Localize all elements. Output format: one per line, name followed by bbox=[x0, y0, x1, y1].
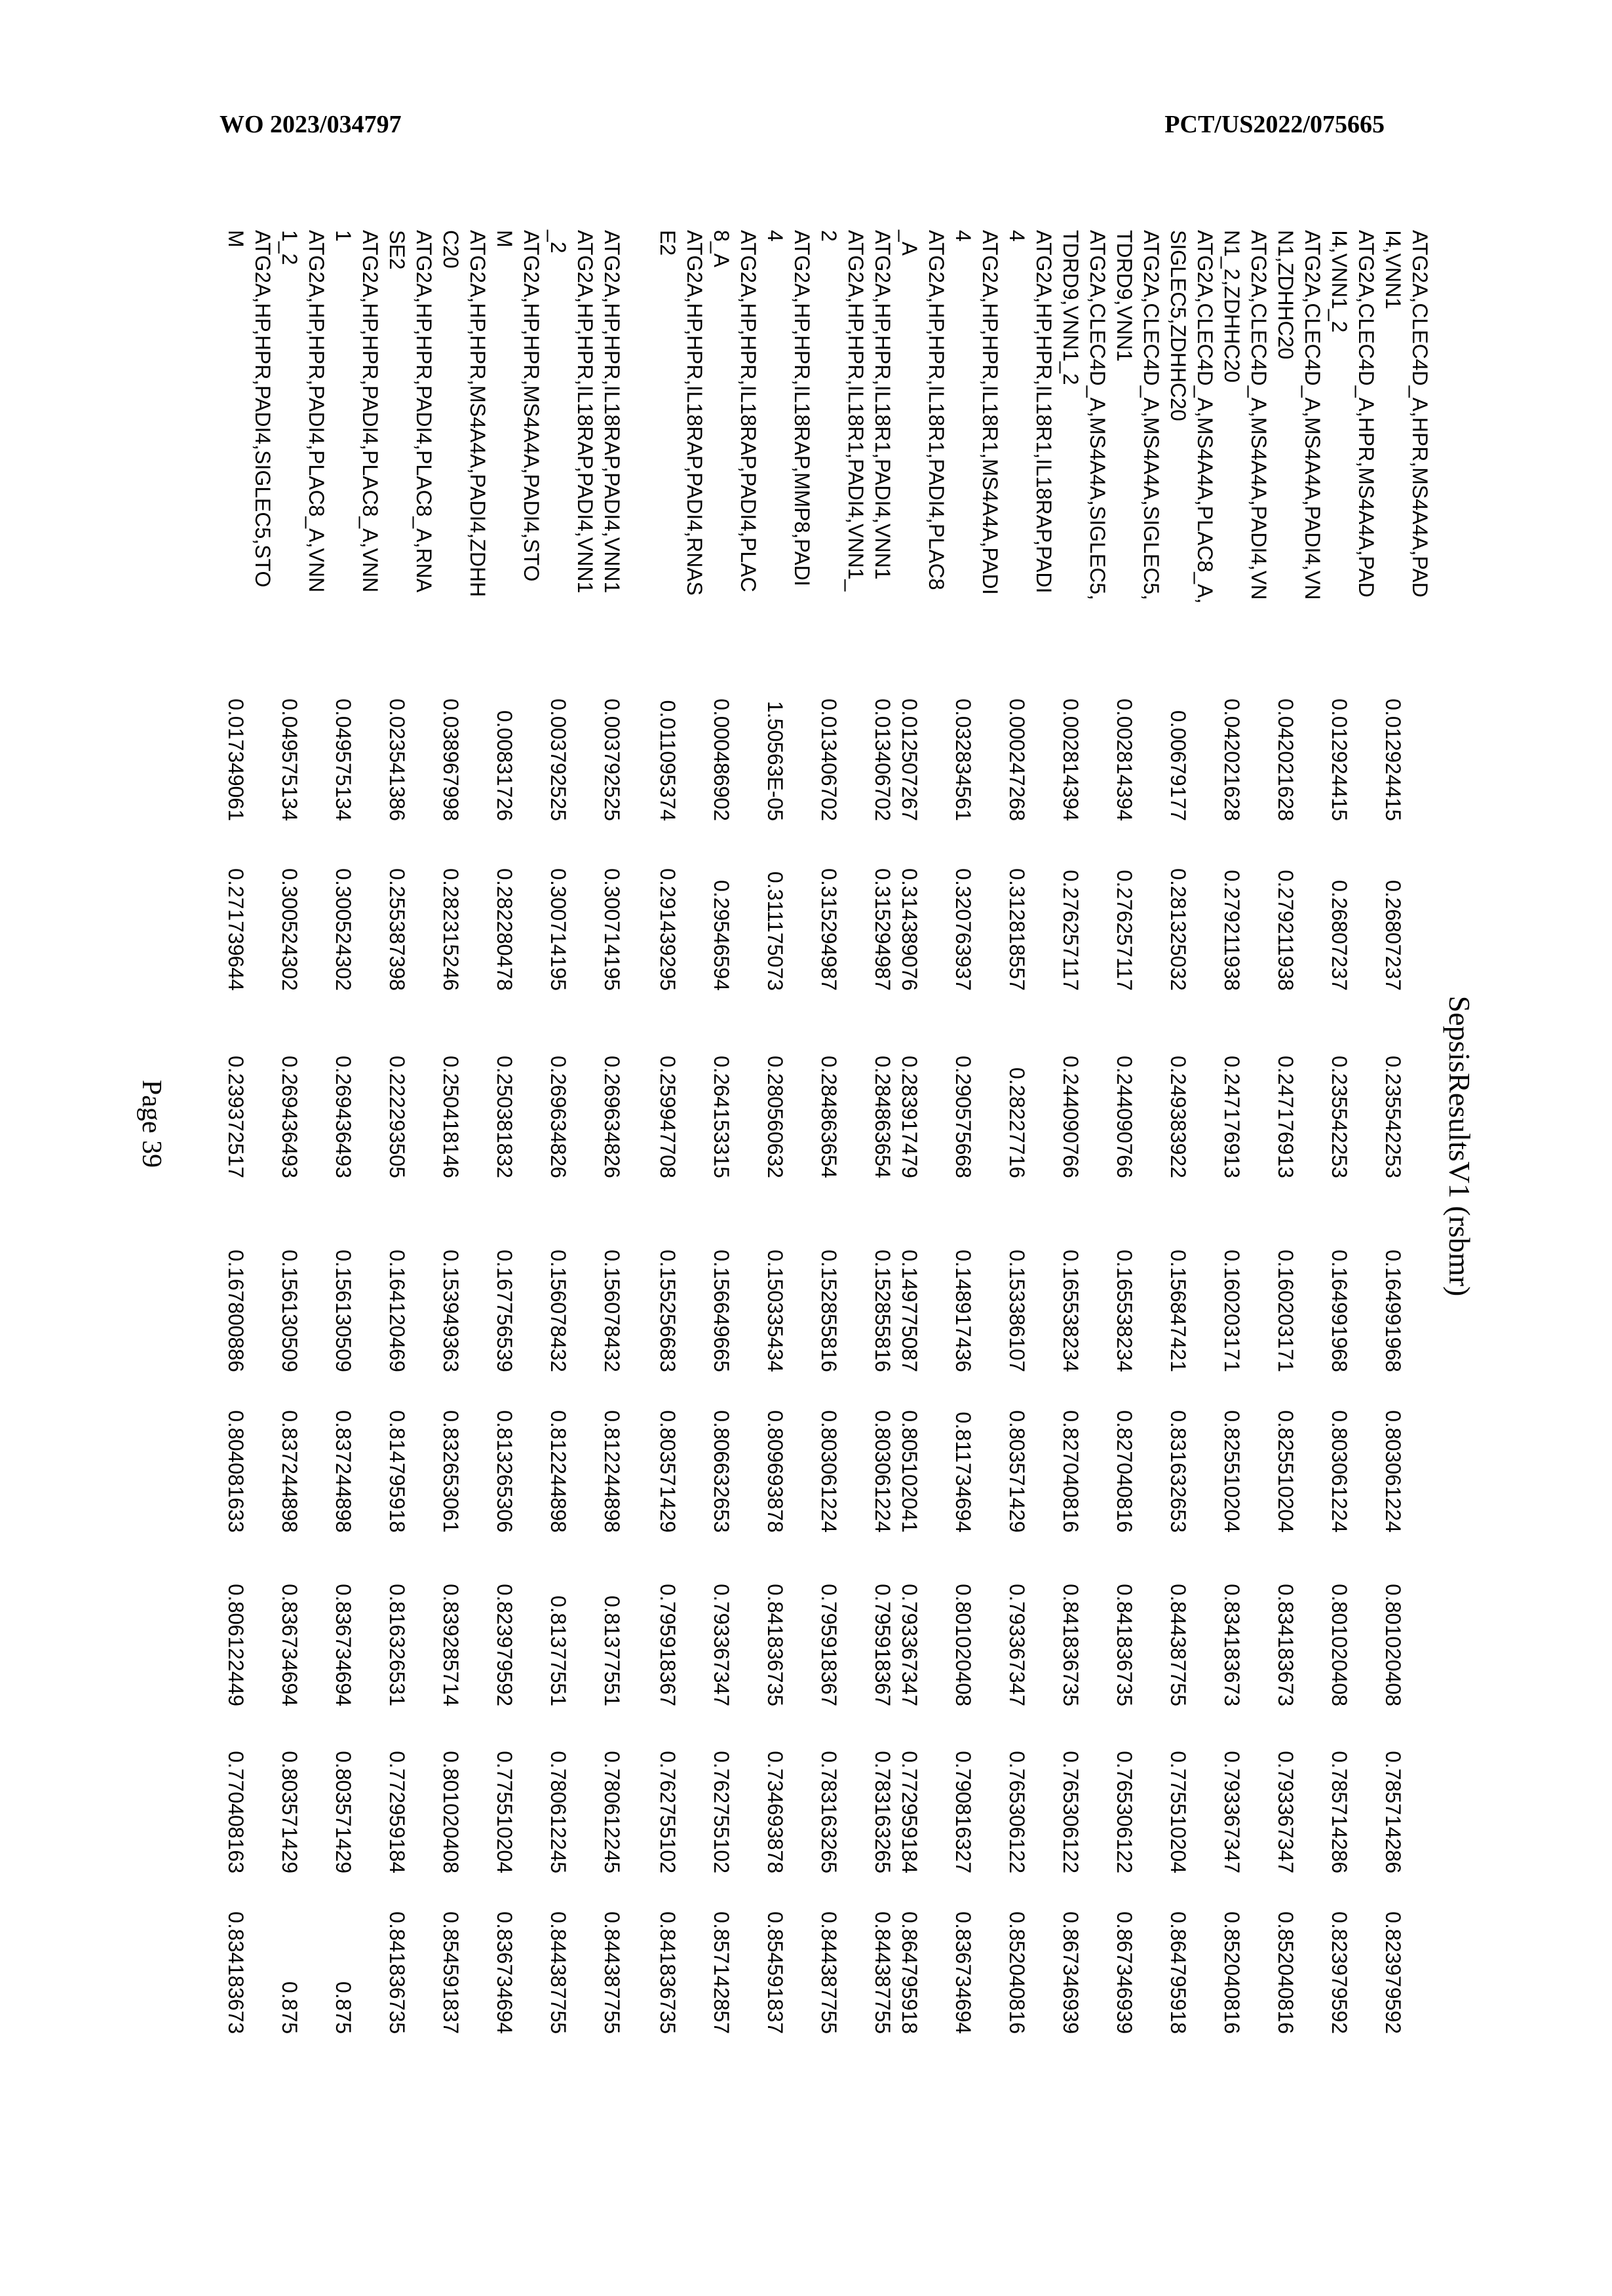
value-cell: 0.793367347 bbox=[896, 1533, 923, 1706]
gene-set-label bbox=[950, 230, 1003, 649]
value-cell: 0.239372517 bbox=[222, 991, 249, 1178]
value-cell: 0.801020408 bbox=[1379, 1533, 1406, 1706]
value-cell: 0.772959184 bbox=[896, 1706, 923, 1873]
value-cell: 0.844387755 bbox=[869, 1873, 896, 2034]
value-cell: 0.780612245 bbox=[598, 1706, 625, 1873]
gene-set-label-line: ATG2A,CLEC4D_A,MS4A4A,SIGLEC5, bbox=[1138, 230, 1164, 649]
gene-set-label-line: 4 bbox=[1003, 230, 1030, 649]
table-row bbox=[276, 0, 330, 2034]
value-cell: 0.156078432 bbox=[545, 1178, 571, 1372]
value-cell: 0.805102041 bbox=[896, 1372, 923, 1533]
value-cell: 0.783163265 bbox=[869, 1706, 896, 1873]
gene-set-label bbox=[815, 230, 869, 649]
table-row bbox=[545, 0, 598, 2034]
value-cell: 0.785714286 bbox=[1326, 1706, 1353, 1873]
value-cell: 0.795918367 bbox=[869, 1533, 896, 1706]
value-cell: 0.315294987 bbox=[869, 821, 896, 991]
value-cell: 0.837244898 bbox=[276, 1372, 303, 1533]
value-cell: 0.785714286 bbox=[1379, 1706, 1406, 1873]
value-cell: 0.235542253 bbox=[1379, 991, 1406, 1178]
value-cell: 0.837244898 bbox=[330, 1372, 356, 1533]
gene-set-label-line: ATG2A,HP,HPR,PADI4,PLAC8_A,RNA bbox=[410, 230, 437, 649]
value-cell: 0.854591837 bbox=[437, 1873, 464, 2034]
gene-set-label bbox=[1003, 230, 1057, 649]
value-cell: 0.149775087 bbox=[896, 1178, 923, 1372]
value-cell: 0.780612245 bbox=[545, 1706, 571, 1873]
value-cell: 0.150335434 bbox=[761, 1178, 788, 1372]
value-cell: 0.841836735 bbox=[1111, 1533, 1138, 1706]
gene-set-label bbox=[761, 230, 815, 649]
value-cell: 0.803061224 bbox=[869, 1372, 896, 1533]
value-cell: 0.023541386 bbox=[383, 649, 410, 821]
gene-set-label bbox=[1111, 230, 1164, 649]
value-cell: 0.765306122 bbox=[1057, 1706, 1084, 1873]
value-cell: 0.271739644 bbox=[222, 821, 249, 991]
gene-set-label-line: ATG2A,CLEC4D_A,HPR,MS4A4A,PAD bbox=[1406, 230, 1433, 649]
value-cell: 0.841836735 bbox=[1057, 1533, 1084, 1706]
value-cell: 0.803061224 bbox=[1326, 1372, 1353, 1533]
value-cell: 0.152855816 bbox=[815, 1178, 842, 1372]
value-cell: 0.160203171 bbox=[1272, 1178, 1299, 1372]
value-cell: 0.26807237 bbox=[1379, 821, 1406, 991]
value-cell: 0.841836735 bbox=[383, 1873, 410, 2034]
value-cell: 0.269436493 bbox=[330, 991, 356, 1178]
value-cell: 0.804081633 bbox=[222, 1372, 249, 1533]
gene-set-label-line: TDRD9,VNN1 bbox=[1111, 230, 1138, 649]
value-cell: 0.806632653 bbox=[708, 1372, 735, 1533]
value-cell: 0.809693878 bbox=[761, 1372, 788, 1533]
gene-set-label-line: ATG2A,HP,HPR,MS4A4A,PADI4,STO bbox=[518, 230, 545, 649]
table-title: SepsisResultsV1 (rsbmr) bbox=[1442, 985, 1477, 1307]
gene-set-label-line: ATG2A,HP,HPR,IL18RAP,PADI4,VNN1 bbox=[598, 230, 625, 649]
value-cell: 0.165538234 bbox=[1111, 1178, 1138, 1372]
value-cell: 0.042021628 bbox=[1218, 649, 1245, 821]
value-cell: 0.165538234 bbox=[1057, 1178, 1084, 1372]
value-cell: 0.803061224 bbox=[815, 1372, 842, 1533]
gene-set-label-line: ATG2A,HP,HPR,PADI4,SIGLEC5,STO bbox=[249, 230, 276, 649]
value-cell: 0.864795918 bbox=[896, 1873, 923, 2034]
value-cell: 0.013406702 bbox=[815, 649, 842, 821]
value-cell: 0.812244898 bbox=[598, 1372, 625, 1533]
value-cell: 0.276257117 bbox=[1111, 821, 1138, 991]
value-cell: 0.153386107 bbox=[1003, 1178, 1030, 1372]
publication-number: WO 2023/034797 bbox=[220, 110, 402, 139]
gene-set-label-line: ATG2A,HP,HPR,IL18R1,PADI4,VNN1_ bbox=[842, 230, 869, 649]
value-cell: 0.793367347 bbox=[1218, 1706, 1245, 1873]
value-cell: 0.801020408 bbox=[1326, 1533, 1353, 1706]
value-cell: 1.50563E-05 bbox=[761, 649, 788, 821]
value-cell: 0.803571429 bbox=[1003, 1372, 1030, 1533]
value-cell: 0.017349061 bbox=[222, 649, 249, 821]
gene-set-label-line: ATG2A,CLEC4D_A,MS4A4A,PADI4,VN bbox=[1245, 230, 1272, 649]
gene-set-label-line: ATG2A,HP,HPR,IL18R1,IL18RAP,PADI bbox=[1030, 230, 1057, 649]
value-cell: 0.832653061 bbox=[437, 1372, 464, 1533]
value-cell: 0.772959184 bbox=[383, 1706, 410, 1873]
value-cell: 0.836734694 bbox=[330, 1533, 356, 1706]
value-cell: 0.012507267 bbox=[896, 649, 923, 821]
gene-set-label bbox=[708, 230, 761, 649]
value-cell: 0.803571429 bbox=[276, 1706, 303, 1873]
value-cell: 0.793367347 bbox=[708, 1533, 735, 1706]
value-cell: 0.795918367 bbox=[654, 1533, 681, 1706]
value-cell: 0.244090766 bbox=[1057, 991, 1084, 1178]
value-cell: 0.775510204 bbox=[491, 1706, 518, 1873]
value-cell: 0.049575134 bbox=[276, 649, 303, 821]
gene-set-label bbox=[654, 230, 708, 649]
value-cell: 0.164991968 bbox=[1326, 1178, 1353, 1372]
value-cell: 0.160203171 bbox=[1218, 1178, 1245, 1372]
value-cell: 0.284863654 bbox=[815, 991, 842, 1178]
value-cell: 0.857142857 bbox=[708, 1873, 735, 2034]
gene-set-label bbox=[1379, 230, 1433, 649]
value-cell: 0.250418146 bbox=[437, 991, 464, 1178]
value-cell: 0.823979592 bbox=[1326, 1873, 1353, 2034]
value-cell: 0.032834561 bbox=[950, 649, 976, 821]
gene-set-label-line: ATG2A,HP,HPR,IL18RAP,PADI4,PLAC bbox=[735, 230, 761, 649]
value-cell: 0.283917479 bbox=[896, 991, 923, 1178]
value-cell: 0.255387398 bbox=[383, 821, 410, 991]
gene-set-label-line: E2 bbox=[654, 230, 681, 649]
value-cell: 0.827040816 bbox=[1057, 1372, 1084, 1533]
gene-set-label bbox=[437, 230, 491, 649]
rotated-page-content bbox=[0, 0, 1612, 2296]
value-cell: 0.827040816 bbox=[1111, 1372, 1138, 1533]
table-row bbox=[761, 0, 815, 2034]
gene-set-label-line: ATG2A,HP,HPR,IL18R1,PADI4,PLAC8 bbox=[923, 230, 950, 649]
value-cell: 0.038967998 bbox=[437, 649, 464, 821]
value-cell: 0.841836735 bbox=[761, 1533, 788, 1706]
gene-set-label bbox=[1326, 230, 1379, 649]
table-row bbox=[1111, 0, 1164, 2034]
value-cell: 0.269436493 bbox=[276, 991, 303, 1178]
value-cell: 0.312818557 bbox=[1003, 821, 1030, 991]
gene-set-label-line: I4,VNN1_2 bbox=[1326, 230, 1353, 649]
value-cell: 0.852040816 bbox=[1003, 1873, 1030, 2034]
value-cell: 0.823979592 bbox=[1379, 1873, 1406, 2034]
table-row bbox=[1003, 0, 1057, 2034]
value-cell: 0.315294987 bbox=[815, 821, 842, 991]
value-cell: 0.783163265 bbox=[815, 1706, 842, 1873]
value-cell: 0.002814394 bbox=[1057, 649, 1084, 821]
value-cell: 0.00679177 bbox=[1164, 649, 1191, 821]
value-cell: 0.276257117 bbox=[1057, 821, 1084, 991]
value-cell: 0.875 bbox=[330, 1873, 356, 2034]
table-row bbox=[950, 0, 1003, 2034]
gene-set-label bbox=[1218, 230, 1272, 649]
gene-set-label-line: N1,ZDHHC20 bbox=[1272, 230, 1299, 649]
value-cell: 0.825510204 bbox=[1218, 1372, 1245, 1533]
gene-set-label bbox=[330, 230, 383, 649]
value-cell: 0.844387755 bbox=[815, 1873, 842, 2034]
value-cell: 0.280560632 bbox=[761, 991, 788, 1178]
value-cell: 0.003792525 bbox=[598, 649, 625, 821]
gene-set-label-line: ATG2A,HP,HPR,IL18R1,PADI4,VNN1 bbox=[869, 230, 896, 649]
value-cell: 0.00831726 bbox=[491, 649, 518, 821]
value-cell: 0.164991968 bbox=[1379, 1178, 1406, 1372]
value-cell: 0.814795918 bbox=[383, 1372, 410, 1533]
gene-set-label bbox=[383, 230, 437, 649]
value-cell: 0.834183673 bbox=[1218, 1533, 1245, 1706]
gene-set-label bbox=[276, 230, 330, 649]
value-cell: 0.291439295 bbox=[654, 821, 681, 991]
table-row bbox=[330, 0, 383, 2034]
gene-set-label-line: SIGLEC5,ZDHHC20 bbox=[1164, 230, 1191, 649]
table-row bbox=[815, 0, 869, 2034]
value-cell: 0.81377551 bbox=[598, 1533, 625, 1706]
gene-set-label-line: 1 bbox=[330, 230, 356, 649]
table-row bbox=[491, 0, 545, 2034]
value-cell: 0.775510204 bbox=[1164, 1706, 1191, 1873]
value-cell: 0.011095374 bbox=[654, 649, 681, 821]
results-table bbox=[222, 0, 1433, 2034]
value-cell: 0.839285714 bbox=[437, 1533, 464, 1706]
table-row bbox=[708, 0, 761, 2034]
gene-set-label-line: ATG2A,CLEC4D_A,HPR,MS4A4A,PAD bbox=[1353, 230, 1379, 649]
value-cell: 0.000486902 bbox=[708, 649, 735, 821]
value-cell: 0.320763937 bbox=[950, 821, 976, 991]
value-cell: 0.836734694 bbox=[491, 1873, 518, 2034]
value-cell: 0.793367347 bbox=[1272, 1706, 1299, 1873]
value-cell: 0.002814394 bbox=[1111, 649, 1138, 821]
value-cell: 0.156847421 bbox=[1164, 1178, 1191, 1372]
value-cell: 0.844387755 bbox=[598, 1873, 625, 2034]
value-cell: 0.155256683 bbox=[654, 1178, 681, 1372]
value-cell: 0.222293505 bbox=[383, 991, 410, 1178]
table-row bbox=[222, 0, 276, 2034]
gene-set-label-line: ATG2A,CLEC4D_A,MS4A4A,PLAC8_A, bbox=[1191, 230, 1218, 649]
value-cell: 0.26807237 bbox=[1326, 821, 1353, 991]
application-number: PCT/US2022/075665 bbox=[1164, 110, 1385, 139]
value-cell: 0.795918367 bbox=[815, 1533, 842, 1706]
value-cell: 0.793367347 bbox=[1003, 1533, 1030, 1706]
value-cell: 0.264153315 bbox=[708, 991, 735, 1178]
value-cell: 0.281325032 bbox=[1164, 821, 1191, 991]
value-cell: 0.300524302 bbox=[276, 821, 303, 991]
value-cell: 0.816326531 bbox=[383, 1533, 410, 1706]
gene-set-label bbox=[545, 230, 598, 649]
gene-set-label-line: 1_2 bbox=[276, 230, 303, 649]
gene-set-label-line: _A bbox=[896, 230, 923, 649]
value-cell: 0.762755102 bbox=[654, 1706, 681, 1873]
gene-set-label-line: _2 bbox=[545, 230, 571, 649]
page-number: Page 39 bbox=[136, 1058, 167, 1189]
value-cell: 0.852040816 bbox=[1272, 1873, 1299, 2034]
gene-set-label-line: I4,VNN1 bbox=[1379, 230, 1406, 649]
value-cell: 0.250381832 bbox=[491, 991, 518, 1178]
value-cell: 0.042021628 bbox=[1272, 649, 1299, 821]
value-cell: 0.813265306 bbox=[491, 1372, 518, 1533]
table-row bbox=[869, 0, 896, 2034]
gene-set-label-line: ATG2A,HP,HPR,MS4A4A,PADI4,ZDHH bbox=[464, 230, 491, 649]
gene-set-label bbox=[222, 230, 276, 649]
table-row bbox=[1218, 0, 1272, 2034]
table-row bbox=[1326, 0, 1379, 2034]
value-cell: 0.269634826 bbox=[598, 991, 625, 1178]
value-cell: 0.300524302 bbox=[330, 821, 356, 991]
value-cell: 0.156649665 bbox=[708, 1178, 735, 1372]
gene-set-label-line: TDRD9,VNN1_2 bbox=[1057, 230, 1084, 649]
value-cell: 0.875 bbox=[276, 1873, 303, 2034]
value-cell: 0.762755102 bbox=[708, 1706, 735, 1873]
value-cell: 0.867346939 bbox=[1057, 1873, 1084, 2034]
table-row bbox=[1164, 0, 1218, 2034]
value-cell: 0.801020408 bbox=[950, 1533, 976, 1706]
value-cell: 0.864795918 bbox=[1164, 1873, 1191, 2034]
value-cell: 0.834183673 bbox=[222, 1873, 249, 2034]
value-cell: 0.247176913 bbox=[1272, 991, 1299, 1178]
value-cell: 0.765306122 bbox=[1111, 1706, 1138, 1873]
value-cell: 0.844387755 bbox=[1164, 1533, 1191, 1706]
value-cell: 0.834183673 bbox=[1272, 1533, 1299, 1706]
table-row bbox=[1379, 0, 1433, 2034]
table-row bbox=[1057, 0, 1111, 2034]
gene-set-label-line: ATG2A,HP,HPR,IL18R1,MS4A4A,PADI bbox=[976, 230, 1003, 649]
value-cell: 0.790816327 bbox=[950, 1706, 976, 1873]
gene-set-label-line: C20 bbox=[437, 230, 464, 649]
table-row bbox=[598, 0, 625, 2034]
gene-set-label-line: ATG2A,HP,HPR,IL18RAP,PADI4,VNN1 bbox=[571, 230, 598, 649]
value-cell: 0.81377551 bbox=[545, 1533, 571, 1706]
gene-set-label bbox=[1164, 230, 1218, 649]
gene-set-label-line: ATG2A,HP,HPR,PADI4,PLAC8_A,VNN bbox=[356, 230, 383, 649]
value-cell: 0.852040816 bbox=[1218, 1873, 1245, 2034]
value-cell: 0.854591837 bbox=[761, 1873, 788, 2034]
value-cell: 0.012924415 bbox=[1326, 649, 1353, 821]
value-cell: 0.244090766 bbox=[1111, 991, 1138, 1178]
gene-set-label-line: ATG2A,HP,HPR,IL18RAP,MMP8,PADI bbox=[788, 230, 815, 649]
table-row bbox=[383, 0, 437, 2034]
value-cell: 0.803571429 bbox=[654, 1372, 681, 1533]
value-cell: 0.167756539 bbox=[491, 1178, 518, 1372]
value-cell: 0.153949363 bbox=[437, 1178, 464, 1372]
gene-set-label bbox=[491, 230, 545, 649]
value-cell: 0.836734694 bbox=[950, 1873, 976, 2034]
gene-set-label-line: ATG2A,CLEC4D_A,MS4A4A,PADI4,VN bbox=[1299, 230, 1326, 649]
value-cell: 0.284863654 bbox=[869, 991, 896, 1178]
gene-set-label-line: M bbox=[491, 230, 518, 649]
gene-set-label-line: ATG2A,HP,HPR,IL18RAP,PADI4,RNAS bbox=[681, 230, 708, 649]
value-cell: 0.049575134 bbox=[330, 649, 356, 821]
value-cell: 0.28227716 bbox=[1003, 991, 1030, 1178]
table-row bbox=[1272, 0, 1326, 2034]
gene-set-label-line: ATG2A,HP,HPR,PADI4,PLAC8_A,VNN bbox=[303, 230, 330, 649]
gene-set-label bbox=[1272, 230, 1326, 649]
value-cell: 0.300714195 bbox=[598, 821, 625, 991]
value-cell: 0.867346939 bbox=[1111, 1873, 1138, 2034]
value-cell: 0.803061224 bbox=[1379, 1372, 1406, 1533]
value-cell: 0.734693878 bbox=[761, 1706, 788, 1873]
value-cell: 0.156078432 bbox=[598, 1178, 625, 1372]
value-cell: 0.831632653 bbox=[1164, 1372, 1191, 1533]
value-cell: 0.282315246 bbox=[437, 821, 464, 991]
table-row bbox=[896, 0, 950, 2034]
value-cell: 0.164120469 bbox=[383, 1178, 410, 1372]
value-cell: 0.811734694 bbox=[950, 1372, 976, 1533]
gene-set-label-line: 2 bbox=[815, 230, 842, 649]
value-cell: 0.167800886 bbox=[222, 1178, 249, 1372]
value-cell: 0.249383922 bbox=[1164, 991, 1191, 1178]
value-cell: 0.765306122 bbox=[1003, 1706, 1030, 1873]
value-cell: 0.247176913 bbox=[1218, 991, 1245, 1178]
value-cell: 0.801020408 bbox=[437, 1706, 464, 1873]
gene-set-label-line: N1_2,ZDHHC20 bbox=[1218, 230, 1245, 649]
value-cell: 0.300714195 bbox=[545, 821, 571, 991]
value-cell: 0.836734694 bbox=[276, 1533, 303, 1706]
value-cell: 0.156130509 bbox=[276, 1178, 303, 1372]
value-cell: 0.844387755 bbox=[545, 1873, 571, 2034]
value-cell: 0.000247268 bbox=[1003, 649, 1030, 821]
value-cell: 0.311175073 bbox=[761, 821, 788, 991]
value-cell: 0.003792525 bbox=[545, 649, 571, 821]
value-cell: 0.269634826 bbox=[545, 991, 571, 1178]
value-cell: 0.823979592 bbox=[491, 1533, 518, 1706]
value-cell: 0.012924415 bbox=[1379, 649, 1406, 821]
value-cell: 0.235542253 bbox=[1326, 991, 1353, 1178]
value-cell: 0.279211938 bbox=[1272, 821, 1299, 991]
gene-set-label-line: 4 bbox=[761, 230, 788, 649]
value-cell: 0.803571429 bbox=[330, 1706, 356, 1873]
value-cell: 0.152855816 bbox=[869, 1178, 896, 1372]
gene-set-label bbox=[1057, 230, 1111, 649]
value-cell: 0.290575668 bbox=[950, 991, 976, 1178]
value-cell: 0.279211938 bbox=[1218, 821, 1245, 991]
gene-set-label-line: M bbox=[222, 230, 249, 649]
value-cell: 0.806122449 bbox=[222, 1533, 249, 1706]
value-cell: 0.259947708 bbox=[654, 991, 681, 1178]
value-cell: 0.148917436 bbox=[950, 1178, 976, 1372]
gene-set-label bbox=[598, 230, 625, 649]
gene-set-label-line: ATG2A,CLEC4D_A,MS4A4A,SIGLEC5, bbox=[1084, 230, 1111, 649]
value-cell: 0.770408163 bbox=[222, 1706, 249, 1873]
value-cell: 0.841836735 bbox=[654, 1873, 681, 2034]
table-row bbox=[654, 0, 708, 2034]
value-cell: 0.156130509 bbox=[330, 1178, 356, 1372]
gene-set-label bbox=[896, 230, 950, 649]
value-cell: 0.013406702 bbox=[869, 649, 896, 821]
value-cell: 0.825510204 bbox=[1272, 1372, 1299, 1533]
gene-set-label bbox=[869, 230, 896, 649]
gene-set-label-line: 8_A bbox=[708, 230, 735, 649]
value-cell: 0.314389076 bbox=[896, 821, 923, 991]
value-cell: 0.29546594 bbox=[708, 821, 735, 991]
value-cell: 0.282280478 bbox=[491, 821, 518, 991]
gene-set-label-line: SE2 bbox=[383, 230, 410, 649]
value-cell: 0.812244898 bbox=[545, 1372, 571, 1533]
gene-set-label-line: 4 bbox=[950, 230, 976, 649]
table-row bbox=[437, 0, 491, 2034]
